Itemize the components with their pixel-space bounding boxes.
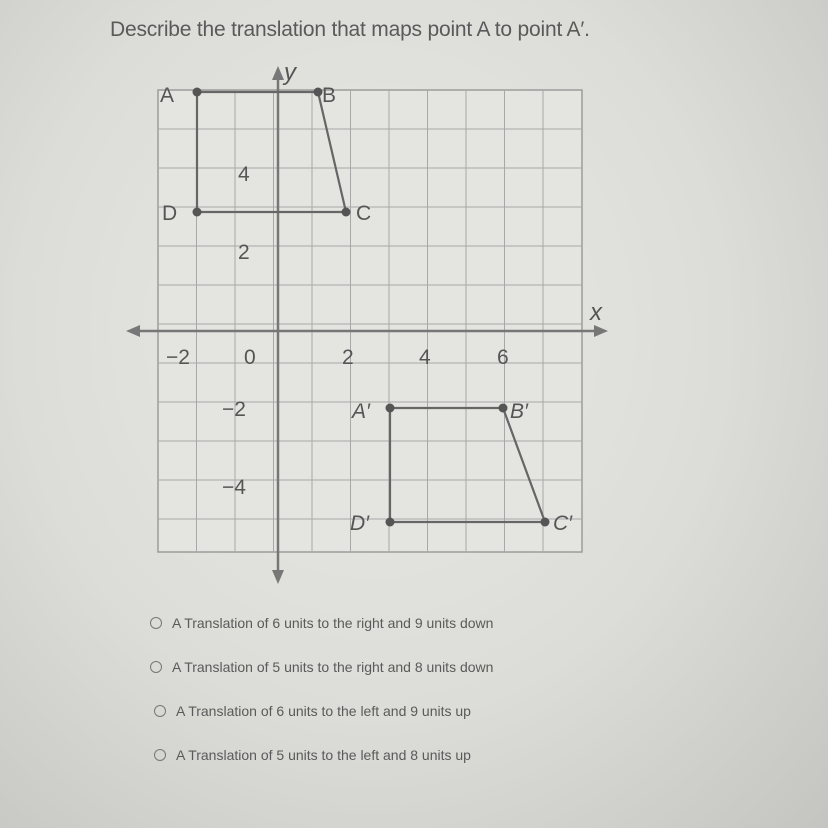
tick-label-y-neg4: −4 — [222, 476, 246, 499]
option-4[interactable] — [154, 744, 493, 766]
x-axis-arrow-left — [126, 325, 140, 337]
tick-label-x-4: 4 — [419, 346, 431, 369]
tick-label-y-neg2: −2 — [222, 398, 246, 421]
option-label: A Translation of 6 units to the left and 9 units up — [176, 703, 471, 719]
point-b-prime — [499, 404, 508, 413]
x-axis-arrow-right — [594, 325, 608, 337]
option-1[interactable] — [150, 612, 493, 634]
tick-label-origin: 0 — [244, 346, 256, 369]
point-a-prime — [386, 404, 395, 413]
label-d-prime: D′ — [350, 512, 370, 535]
point-d-prime — [386, 518, 395, 527]
label-b-prime: B′ — [510, 400, 528, 423]
tick-label-x-2: 2 — [342, 346, 354, 369]
option-label: A Translation of 5 units to the left and 8 units up — [176, 747, 471, 763]
point-a — [193, 88, 202, 97]
answer-options — [150, 612, 493, 788]
y-axis-arrow-bottom — [272, 570, 284, 584]
x-axis-label: x — [590, 299, 602, 326]
label-a: A — [160, 84, 175, 107]
tick-label-y-4: 4 — [238, 163, 250, 186]
y-axis-arrow-top — [272, 66, 284, 80]
label-c: C — [356, 202, 372, 225]
point-c-prime — [541, 518, 550, 527]
label-b: B — [322, 84, 337, 107]
label-d: D — [162, 202, 178, 225]
label-a-prime: A′ — [352, 400, 370, 423]
question-text: Describe the translation that maps point A to point A′. — [110, 18, 590, 41]
option-label: A Translation of 6 units to the right and 9 units down — [172, 615, 494, 631]
radio-button[interactable] — [150, 661, 162, 673]
option-3[interactable] — [154, 700, 493, 722]
option-label: A Translation of 5 units to the right and 8 units down — [172, 659, 494, 675]
tick-label-x-neg2: −2 — [166, 346, 190, 369]
point-c — [342, 208, 351, 217]
radio-button[interactable] — [154, 705, 166, 717]
radio-button[interactable] — [150, 617, 162, 629]
label-c-prime: C′ — [553, 512, 573, 535]
radio-button[interactable] — [154, 749, 166, 761]
tick-label-x-6: 6 — [497, 346, 509, 369]
point-d — [193, 208, 202, 217]
tick-label-y-2: 2 — [238, 241, 250, 264]
option-2[interactable] — [150, 656, 493, 678]
y-axis-label: y — [284, 59, 296, 86]
